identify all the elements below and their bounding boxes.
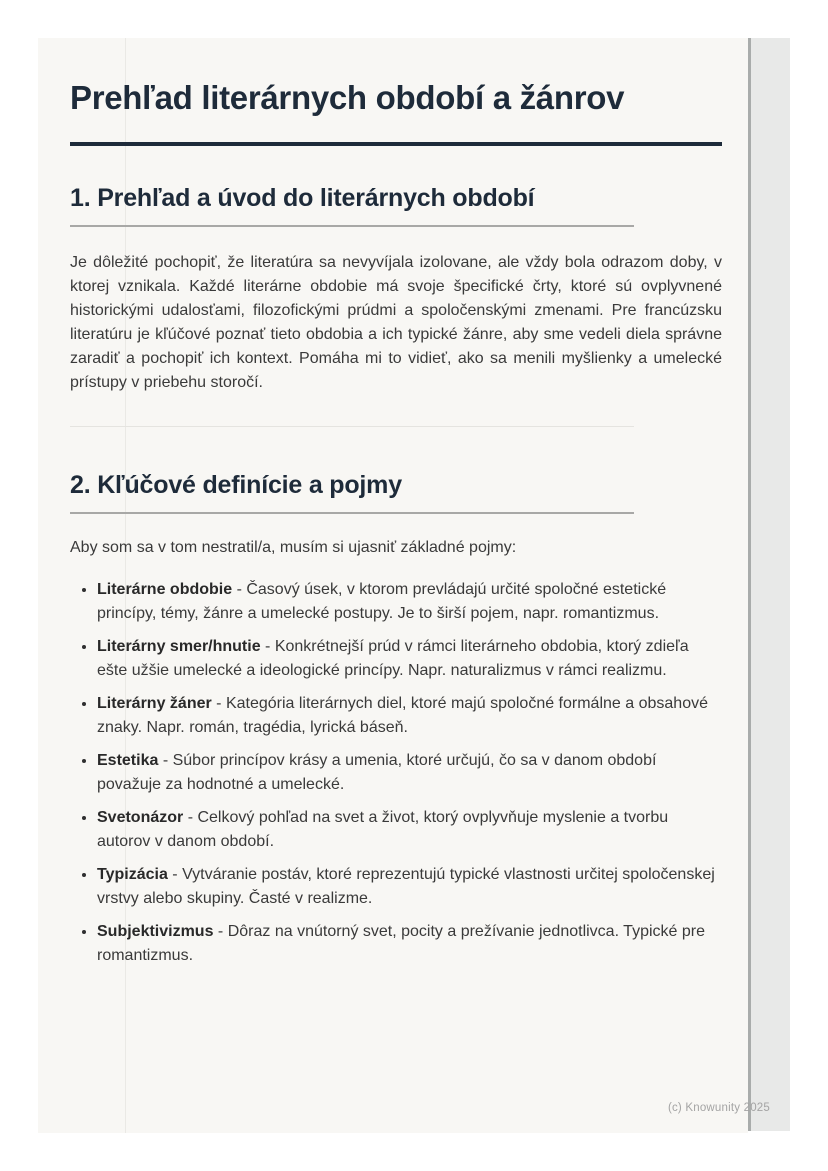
definition-separator: - — [213, 922, 228, 940]
definition-item — [97, 578, 722, 626]
section-2-heading: 2. Kľúčové definície a pojmy — [70, 470, 402, 499]
definition-text: Vytváranie postáv, ktoré reprezentujú typické vlastnosti určitej spoločenskej vrstvy alebo skupiny. Časté v realizme. — [97, 865, 715, 907]
document-page — [38, 38, 748, 1133]
definition-separator: - — [260, 637, 275, 655]
definition-term: Literárny žáner — [97, 694, 212, 712]
definition-text: Súbor princípov krásy a umenia, ktoré určujú, čo sa v danom období považuje za hodnotné a umelecké. — [97, 751, 657, 793]
page-edge-strip — [748, 38, 790, 1131]
definition-item — [97, 806, 722, 854]
definition-term: Typizácia — [97, 865, 168, 883]
section-separator — [70, 426, 634, 427]
page-content — [38, 38, 748, 968]
section-1-paragraph: Je dôležité pochopiť, že literatúra sa nevyvíjala izolovane, ale vždy bola odrazom doby, v ktorej vznikala. Každé literárne obdobie má svoje špecifické črty, ktoré sú ovplyvnené historickými udalosťami, filozofickými prúdmi a spoločenskými zmenami. Pre francúzsku literatúru je kľúčové poznať tieto obdobia a ich typické žánre, aby sme vedeli diela správne zaradiť a pochopiť ich kontext. Pomáha mi to vidieť, ako sa menili myšlienky a umelecké prístupy v priebehu storočí. — [70, 253, 722, 391]
definitions-list — [70, 578, 722, 968]
definition-term: Literárne obdobie — [97, 580, 233, 598]
section-overview — [70, 184, 722, 395]
definition-text: Celkový pohľad na svet a život, ktorý ovplyvňuje myslenie a tvorbu autorov v danom období. — [97, 808, 669, 850]
definition-separator: - — [232, 580, 247, 598]
definition-item — [97, 749, 722, 797]
page-title: Prehľad literárnych období a žánrov — [70, 79, 625, 116]
definition-item — [97, 692, 722, 740]
section-definitions — [70, 471, 722, 968]
definition-separator: - — [158, 751, 173, 769]
section-2-divider — [70, 512, 634, 514]
title-divider — [70, 142, 722, 146]
definition-item — [97, 863, 722, 911]
section-1-heading: 1. Prehľad a úvod do literárnych období — [70, 183, 535, 212]
definition-text: Dôraz na vnútorný svet, pocity a prežívanie jednotlivca. Typické pre romantizmus. — [97, 922, 705, 964]
section-1-divider — [70, 225, 634, 227]
definition-separator: - — [183, 808, 198, 826]
definition-separator: - — [167, 865, 183, 883]
definition-term: Estetika — [97, 751, 159, 769]
copyright-footer: (c) Knowunity 2025 — [667, 1102, 770, 1114]
definition-separator: - — [211, 694, 226, 712]
definition-term: Subjektivizmus — [97, 922, 214, 940]
definition-text: Kategória literárnych diel, ktoré majú spoločné formálne a obsahové znaky. Napr. román, tragédia, lyrická báseň. — [97, 694, 708, 736]
definition-term: Svetonázor — [97, 808, 184, 826]
definition-item — [97, 635, 722, 683]
definition-term: Literárny smer/hnutie — [97, 637, 261, 655]
definition-text: Konkrétnejší prúd v rámci literárneho obdobia, ktorý zdieľa ešte užšie umelecké a ideologické princípy. Napr. naturalizmus v rámci realizmu. — [97, 637, 689, 679]
section-2-intro: Aby som sa v tom nestratil/a, musím si ujasniť základné pojmy: — [70, 538, 517, 556]
definition-item — [97, 920, 722, 968]
definition-text: Časový úsek, v ktorom prevládajú určité spoločné estetické princípy, témy, žánre a umelecké postupy. Je to širší pojem, napr. romantizmus. — [97, 580, 667, 622]
